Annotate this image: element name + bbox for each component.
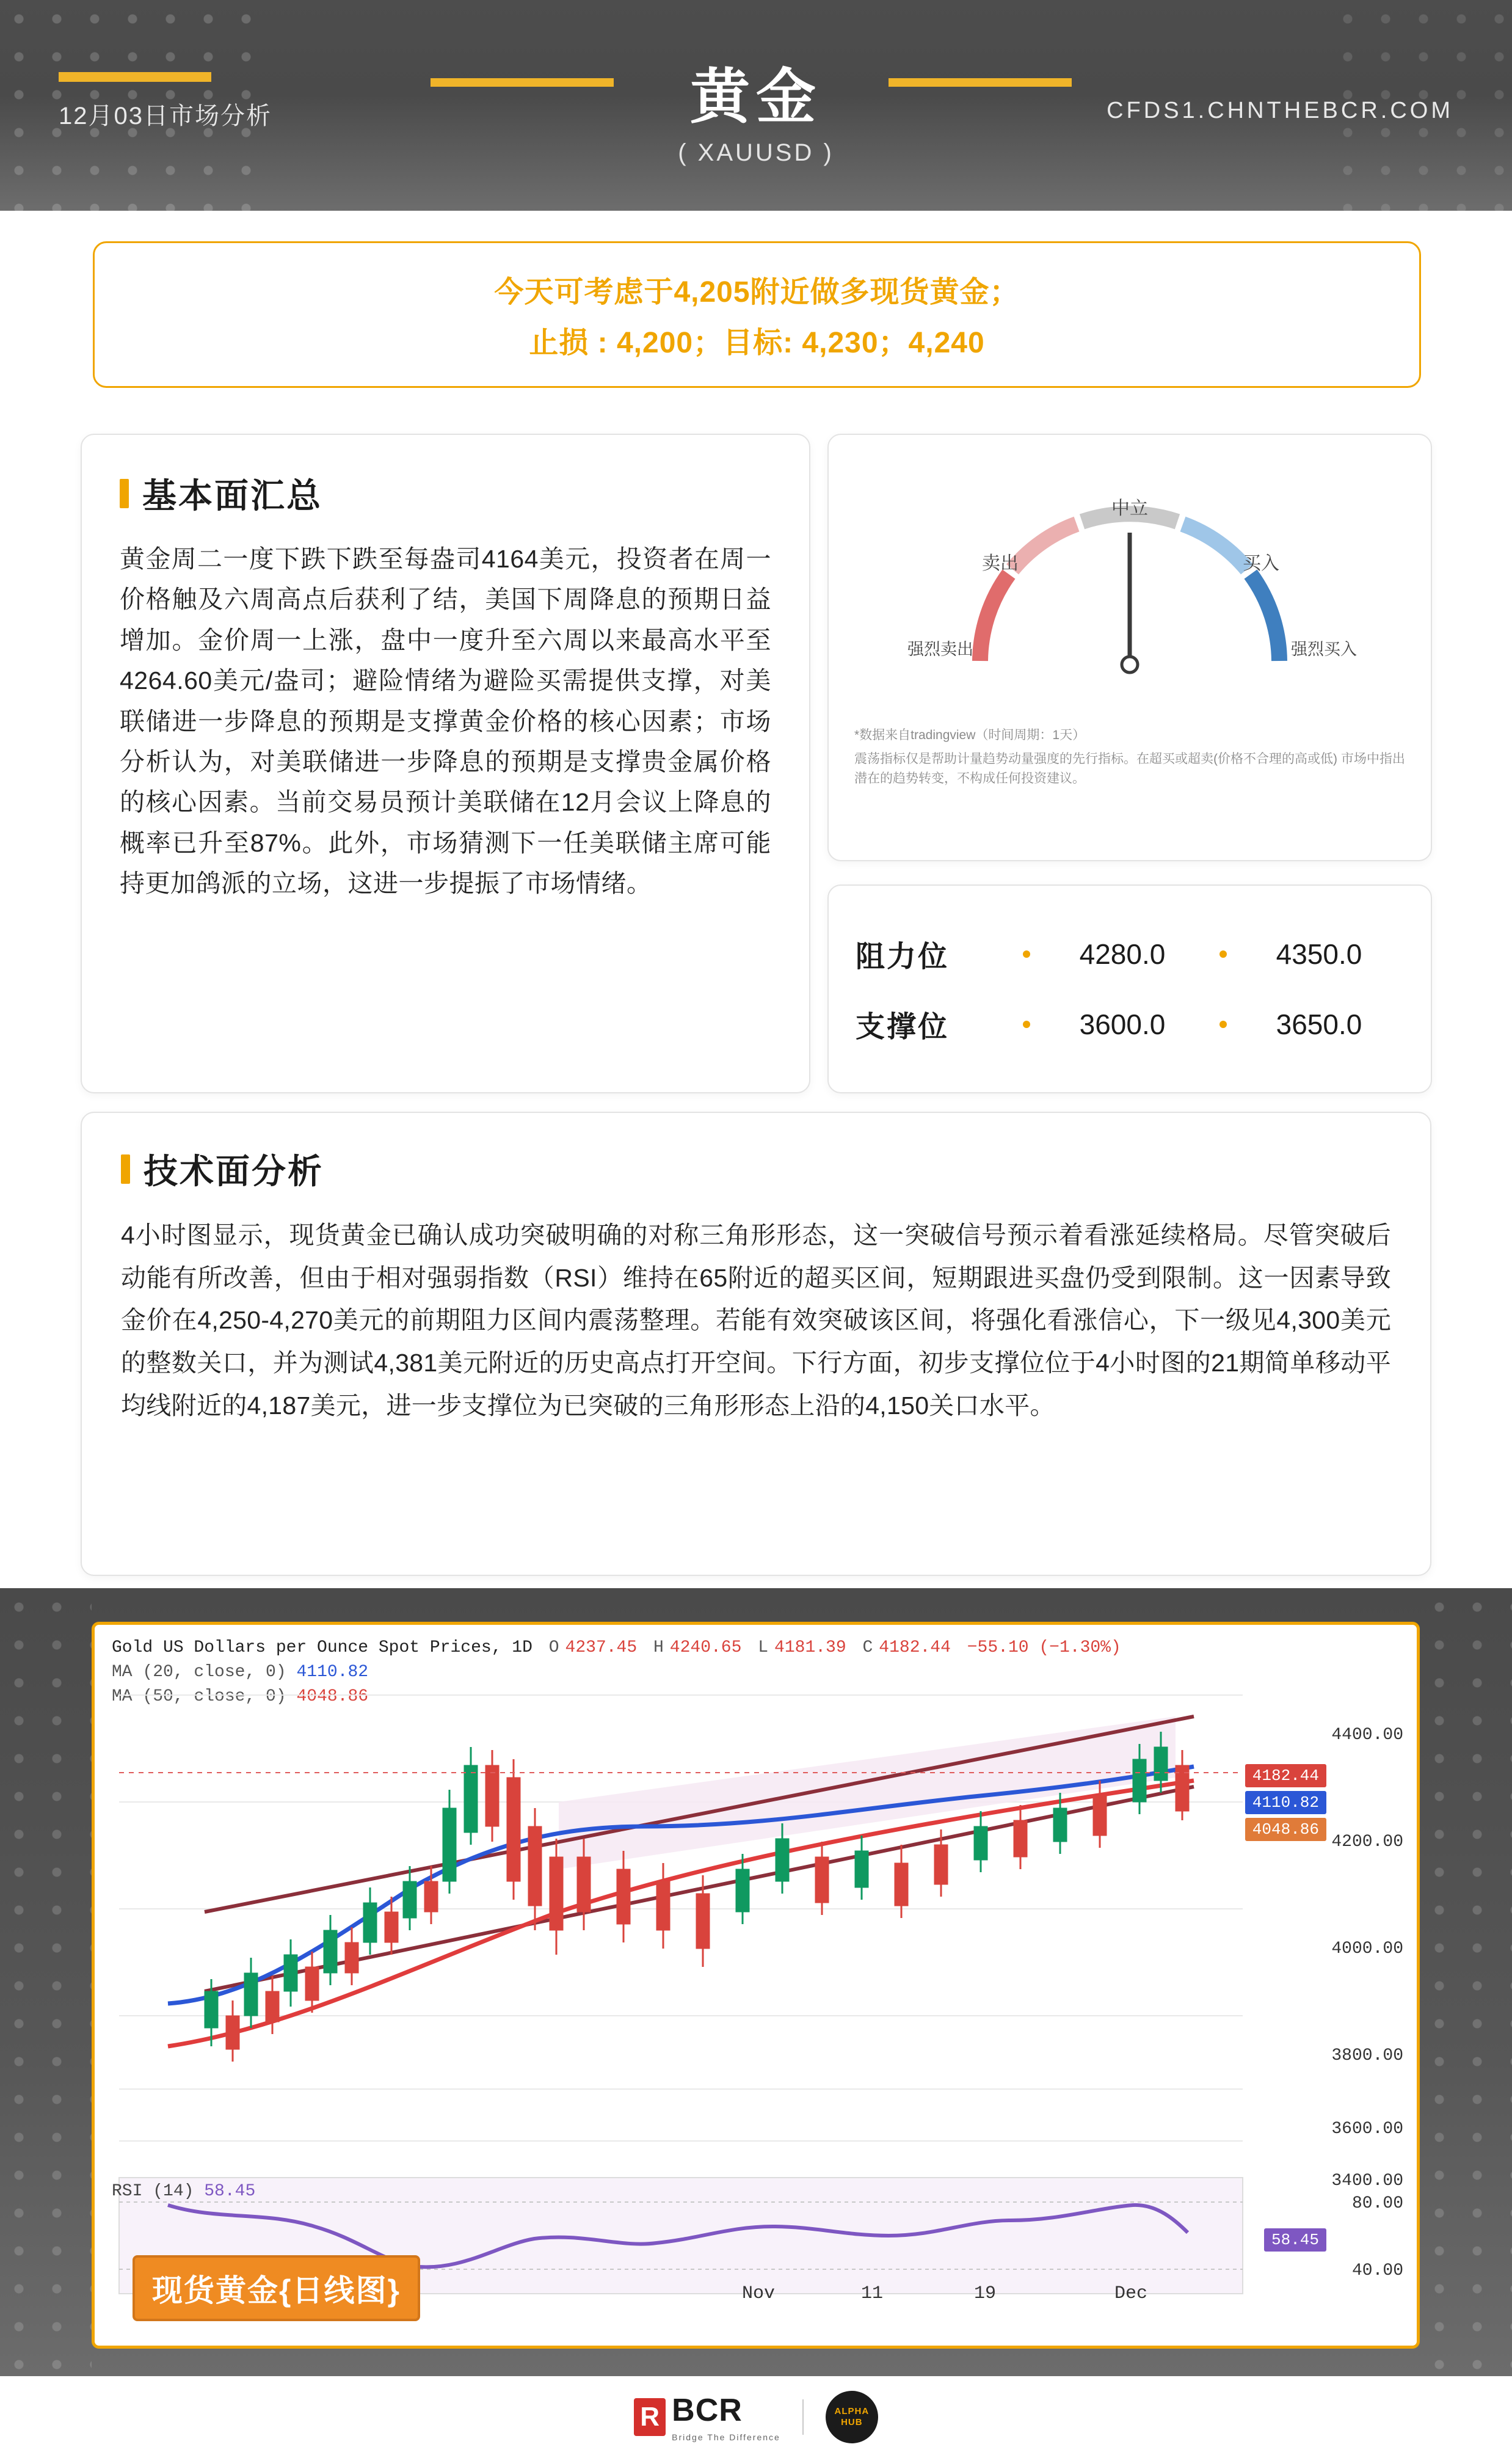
- ma50-value: 4048.86: [296, 1687, 369, 1706]
- gauge-source-note: *数据来自tradingview（时间周期：1天）: [854, 728, 1086, 742]
- ma50-label: MA (50, close, 0): [112, 1687, 286, 1706]
- fundamentals-title: 基本面汇总: [142, 476, 322, 515]
- ohlc-open-label: O: [548, 1638, 559, 1657]
- recommendation-stop-target-line: 止损 : 4,200；目标: 4,230；4,240: [529, 327, 985, 359]
- ohlc-high-label: H: [653, 1638, 664, 1657]
- time-tick-1: 11: [861, 2283, 884, 2304]
- resistance-value-2: 4350.0: [1276, 938, 1362, 970]
- ohlc-close-value: 4182.44: [879, 1638, 951, 1657]
- fundamentals-body: 黄金周二一度下跌下跌至每盎司4164美元，投资者在周一价格触及六周高点后获利了结，美国下周降息的预期日益增加。金价周一上涨，盘中一度升至六周以来最高水平至4264.60美元/盎司；避险情绪为避险买需提供支撑，对美联储进一步降息的预期是支撑黄金价格的核心因素；市场分析认为，对美联储进一步降息的预期是支撑贵金属价格的核心因素。当前交易员预计美联储在12月会议上降息的概率已升至87%。此外，市场猜测下一任美联储主席可能持更加鸽派的立场，这进一步提振了市场情绪。: [120, 545, 771, 898]
- resistance-value-1: 4280.0: [1079, 938, 1166, 970]
- gauge-svg-icon: [855, 459, 1405, 704]
- dot-pattern-right-icon: [1420, 1588, 1512, 2376]
- trade-recommendation-callout: [93, 241, 1421, 388]
- dot-pattern-left-icon: [0, 1588, 92, 2376]
- ohlc-open-value: 4237.45: [565, 1638, 638, 1657]
- price-tick-2: 4000.00: [1331, 1939, 1403, 1958]
- page-footer: [0, 2376, 1512, 2458]
- header-website-url: CFDS1.CHNTHEBCR.COM: [1107, 98, 1453, 123]
- support-row: [856, 1003, 1404, 1045]
- ohlc-low-value: 4181.39: [774, 1638, 846, 1657]
- header-date-label: 12月03日市场分析: [59, 103, 272, 129]
- alpha-hub-line2: HUB: [841, 2417, 863, 2427]
- rsi-legend: [112, 2182, 255, 2201]
- price-chart: [92, 1622, 1420, 2349]
- ohlc-high-value: 4240.65: [669, 1638, 742, 1657]
- price-tick-4: 3600.00: [1331, 2120, 1403, 2139]
- svg-text:买入: 买入: [1243, 553, 1279, 574]
- rsi-label-text: RSI (14): [112, 2182, 194, 2201]
- support-value-1: 3600.0: [1079, 1008, 1166, 1040]
- technical-title: 技术面分析: [144, 1152, 324, 1191]
- page-title: 黄金: [689, 63, 822, 130]
- ma20-price-tag: 4110.82: [1245, 1791, 1326, 1814]
- gauge-disclaimer-note: 震荡指标仅是帮助计量趋势动量强度的先行指标。在超买或超卖(价格不合理的高或低) 市场中指出潜在的趋势转变，不构成任何投资建议。: [854, 751, 1405, 786]
- bullet-dot-icon: [1219, 950, 1227, 958]
- bullet-dot-icon: [1023, 950, 1030, 958]
- price-tick-1: 4200.00: [1331, 1833, 1403, 1851]
- ohlc-change-value: −55.10 (−1.30%): [967, 1638, 1121, 1657]
- ma20-value: 4110.82: [296, 1662, 369, 1682]
- support-value-2: 3650.0: [1276, 1008, 1362, 1040]
- rsi-tick-1: 40.00: [1351, 2261, 1403, 2280]
- price-tick-3: 3800.00: [1331, 2046, 1403, 2065]
- ohlc-low-label: L: [758, 1638, 769, 1657]
- technical-heading: [121, 1145, 1391, 1194]
- svg-text:强烈卖出: 强烈卖出: [907, 640, 973, 658]
- rsi-value-text: 58.45: [204, 2182, 256, 2201]
- ohlc-close-label: C: [862, 1638, 873, 1657]
- svg-text:卖出: 卖出: [982, 553, 1019, 574]
- key-levels-card: [827, 884, 1432, 1093]
- bcr-logo-mark-icon: R: [634, 2398, 666, 2436]
- alpha-hub-badge-icon: [826, 2391, 878, 2443]
- support-label: 支撑位: [856, 1011, 950, 1043]
- ma50-price-tag: 4048.86: [1245, 1818, 1326, 1841]
- fundamentals-heading: [120, 469, 771, 518]
- page-subtitle: ( XAUUSD ): [678, 139, 834, 166]
- price-tick-0: 4400.00: [1331, 1726, 1403, 1745]
- rsi-value-tag: 58.45: [1264, 2228, 1326, 2252]
- heading-marker-icon: [121, 1154, 130, 1184]
- technical-analysis-card: [81, 1112, 1431, 1576]
- bcr-logo-tagline: Bridge The Difference: [672, 2432, 780, 2442]
- time-tick-0: Nov: [742, 2283, 776, 2304]
- heading-marker-icon: [120, 479, 129, 508]
- time-tick-2: 19: [974, 2283, 997, 2304]
- last-price-tag: 4182.44: [1245, 1764, 1326, 1787]
- resistance-row: [856, 933, 1404, 975]
- bcr-logo: [634, 2392, 780, 2442]
- resistance-label: 阻力位: [856, 941, 950, 973]
- page-header: [0, 0, 1512, 211]
- time-tick-3: Dec: [1114, 2283, 1148, 2304]
- bcr-logo-text: BCR: [672, 2393, 743, 2428]
- recommendation-entry-line: 今天可考虑于4,205附近做多现货黄金；: [494, 276, 1020, 308]
- fundamentals-card: [81, 434, 810, 1093]
- gauge-graphic: [854, 459, 1405, 722]
- price-tick-5: 3400.00: [1331, 2172, 1403, 2190]
- alpha-hub-line1: ALPHA: [834, 2406, 870, 2416]
- footer-divider: [802, 2399, 804, 2435]
- chart-watermark-stamp: 现货黄金{日线图}: [133, 2255, 420, 2321]
- chart-plot-area: [95, 1625, 1417, 2346]
- chart-instrument-title: Gold US Dollars per Ounce Spot Prices, 1D: [112, 1638, 532, 1657]
- ma20-label: MA (20, close, 0): [112, 1662, 286, 1682]
- svg-text:中立: 中立: [1111, 498, 1148, 519]
- svg-text:强烈买入: 强烈买入: [1291, 640, 1357, 658]
- rsi-tick-0: 80.00: [1351, 2194, 1403, 2213]
- technical-body: 4小时图显示，现货黄金已确认成功突破明确的对称三角形形态，这一突破信号预示着看涨延续格局。尽管突破后动能有所改善，但由于相对强弱指数（RSI）维持在65附近的超买区间，短期跟进买盘仍受到限制。这一因素导致金价在4,250-4,270美元的前期阻力区间内震荡整理。若能有效突破该区间，将强化看涨信心，下一级见4,300美元的整数关口，并为测试4,381美元附近的历史高点打开空间。下行方面，初步支撑位位于4小时图的21期简单移动平均线附近的4,187美元，进一步支撑位为已突破的三角形形态上沿的4,150关口水平。: [121, 1221, 1391, 1420]
- bullet-dot-icon: [1219, 1021, 1227, 1028]
- sentiment-gauge-card: [827, 434, 1432, 861]
- bullet-dot-icon: [1023, 1021, 1030, 1028]
